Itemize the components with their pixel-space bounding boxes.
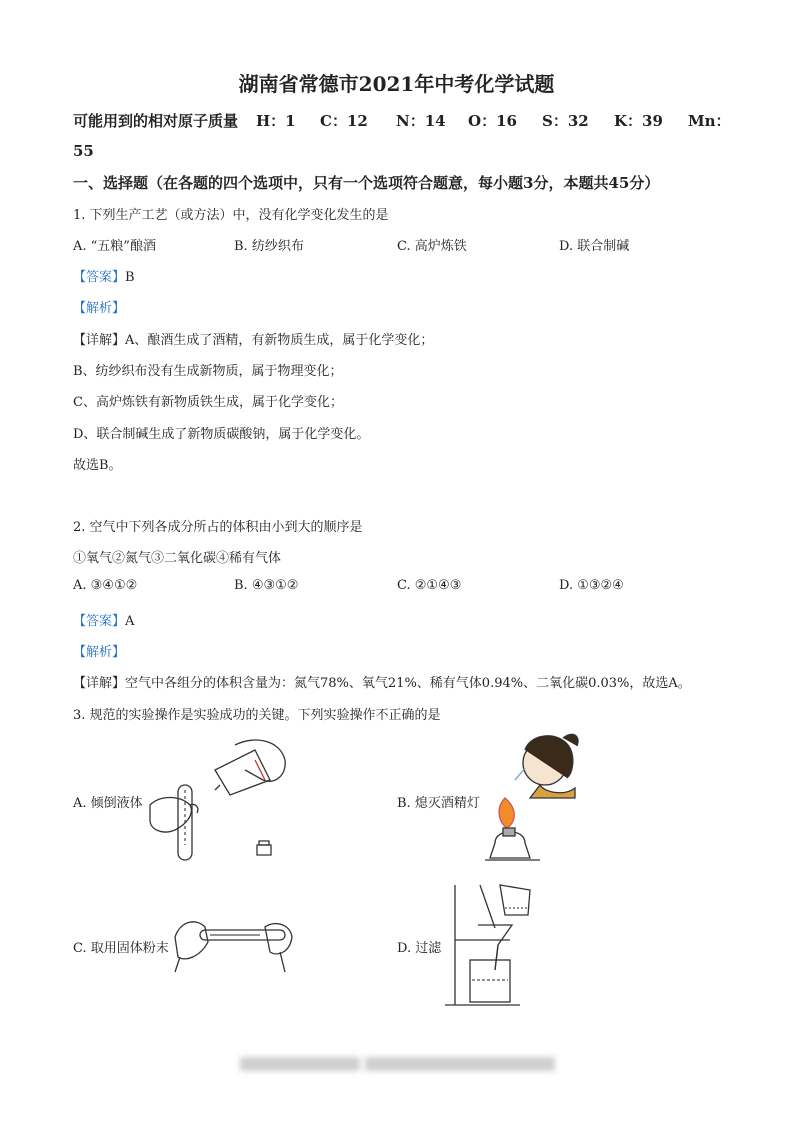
q2-detail [73, 672, 691, 691]
atomic-mass-o: O：16 [468, 112, 517, 130]
q1-detail-line-c: C、高炉炼铁有新物质铁生成，属于化学变化； [73, 395, 343, 410]
q2-detail-tag: 【详解】 [73, 676, 126, 691]
q2-option-b: B. ④③①② [234, 578, 299, 593]
q3-option-c: C. 取用固体粉末 [73, 941, 169, 956]
q1-answer-tag: 【答案】 [73, 270, 126, 285]
q2-answer-tag: 【答案】 [73, 614, 126, 629]
q1-option-b: B. 纺纱织布 [234, 239, 304, 254]
q1-option-c: C. 高炉炼铁 [397, 239, 467, 254]
q1-detail-line-b: B、纺纱织布没有生成新物质，属于物理变化； [73, 364, 343, 379]
q1-answer [73, 266, 135, 285]
q2-option-a: A. ③④①② [73, 578, 138, 593]
q1-analysis-tag: 【解析】 [73, 301, 126, 316]
atomic-mass-mn: Mn： [688, 112, 731, 130]
footer-watermark-blur-left [240, 1057, 360, 1071]
q2-analysis-tag: 【解析】 [73, 645, 126, 660]
section-heading: 一、选择题（在各题的四个选项中，只有一个选项符合题意，每小题3分，本题共45分） [73, 174, 660, 192]
q3-option-d: D. 过滤 [397, 941, 442, 956]
q1-detail-tag: 【详解】 [73, 333, 126, 348]
q2-answer-value: A [125, 614, 135, 629]
q3-option-b: B. 熄灭酒精灯 [397, 796, 480, 811]
solid-powder-illustration [170, 912, 295, 977]
q1-detail-line-a: A、酿酒生成了酒精，有新物质生成，属于化学变化； [125, 333, 434, 348]
q2-list: ①氧气②氮气③二氧化碳④稀有气体 [73, 551, 282, 566]
q1-conclusion: 故选B。 [73, 458, 122, 473]
atomic-mass-c: C：12 [320, 112, 368, 130]
q1-option-a: A. “五粮”酿酒 [73, 239, 156, 254]
q2-detail-text: 空气中各组分的体积含量为：氮气78%、氧气21%、稀有气体0.94%、二氧化碳0.03%，故选A。 [125, 676, 691, 691]
q3-stem: 3. 规范的实验操作是实验成功的关键。下列实验操作不正确的是 [73, 708, 441, 723]
q2-answer [73, 610, 134, 629]
q2-option-c: C. ②①④③ [397, 578, 462, 593]
page-title: 湖南省常德市2021年中考化学试题 [238, 72, 555, 96]
pouring-liquid-illustration [145, 735, 295, 865]
atomic-mass-label: 可能用到的相对原子质量 [73, 112, 239, 130]
atomic-mass-n: N：14 [396, 112, 446, 130]
atomic-mass-s: S：32 [542, 112, 589, 130]
q1-detail-line-d: D、联合制碱生成了新物质碳酸钠，属于化学变化。 [73, 427, 370, 442]
footer-watermark-blur-right [365, 1057, 555, 1071]
alcohol-lamp-illustration [485, 728, 585, 868]
atomic-mass-wrap: 55 [73, 142, 94, 160]
q3-option-a: A. 倾倒液体 [73, 796, 143, 811]
q1-stem: 1. 下列生产工艺（或方法）中，没有化学变化发生的是 [73, 208, 389, 223]
q1-answer-value: B [125, 270, 135, 285]
atomic-mass-h: H：1 [256, 112, 296, 130]
atomic-mass-k: K：39 [614, 112, 663, 130]
q2-option-d: D. ①③②④ [559, 578, 624, 593]
q2-stem: 2. 空气中下列各成分所占的体积由小到大的顺序是 [73, 520, 363, 535]
q1-option-d: D. 联合制碱 [559, 239, 630, 254]
filtration-illustration [440, 880, 540, 1010]
q1-detail-0 [73, 329, 433, 348]
